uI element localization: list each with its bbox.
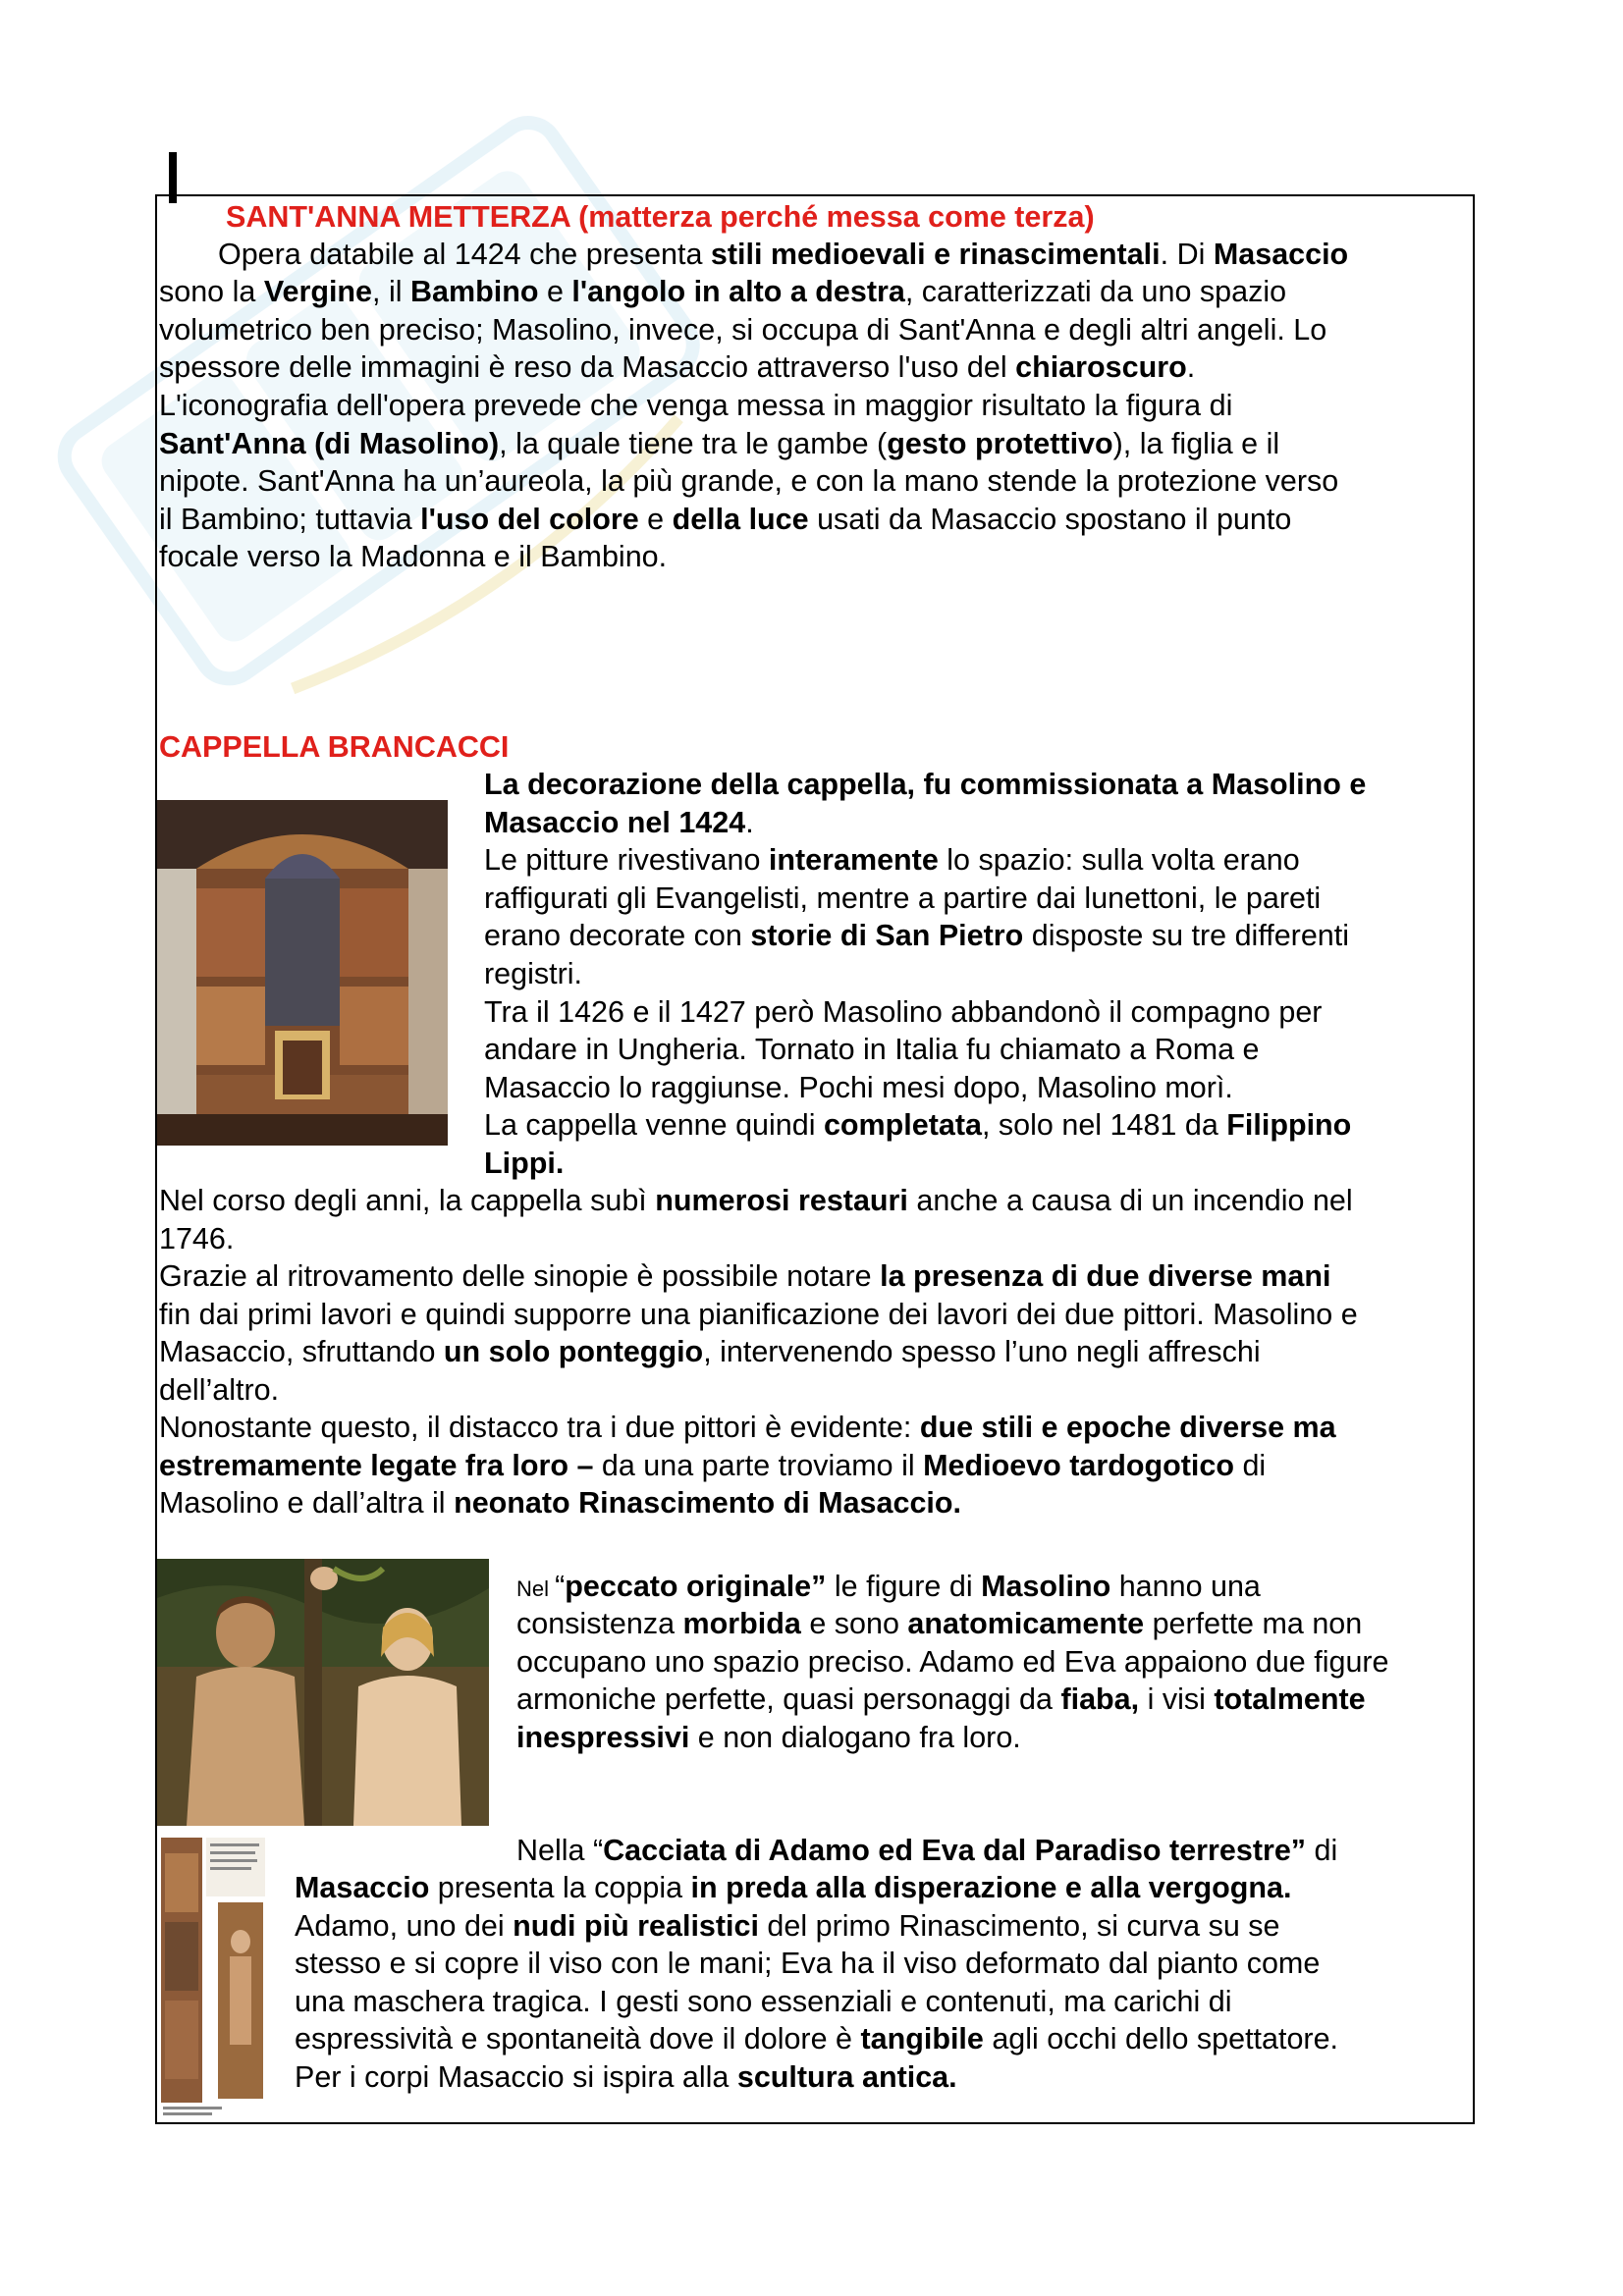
santanna-line-4: spessore delle immagini è reso da Masaccio attraverso l'uso del chiaroscuro.	[159, 350, 1196, 384]
brancacci-line-6: registri.	[484, 957, 582, 990]
cacciata-line-2: Masaccio presenta la coppia in preda alla disperazione e alla vergogna.	[295, 1871, 1292, 1904]
peccato-line-1: Nel “peccato originale” le figure di Masolino hanno una	[516, 1570, 1261, 1603]
cacciata-line-7: Per i corpi Masaccio si ispira alla scultura antica.	[295, 2060, 957, 2094]
santanna-line-9: focale verso la Madonna e il Bambino.	[159, 540, 668, 573]
brancacci-line-8: andare in Ungheria. Tornato in Italia fu chiamato a Roma e	[484, 1033, 1260, 1066]
brancacci-line-4: raffigurati gli Evangelisti, mentre a partire dai lunettoni, le pareti	[484, 881, 1322, 915]
section-title-santanna: SANT'ANNA METTERZA (matterza perché messa come terza)	[226, 200, 1095, 234]
santanna-line-1: Opera databile al 1424 che presenta stili medioevali e rinascimentali. Di Masaccio	[218, 238, 1349, 271]
brancacci-line-19: estremamente legate fra loro – da una parte troviamo il Medioevo tardogotico di	[159, 1449, 1267, 1482]
santanna-line-7: nipote. Sant'Anna ha un’aureola, la più grande, e con la mano stende la protezione verso	[159, 464, 1339, 498]
brancacci-line-20: Masolino e dall’altra il neonato Rinascimento di Masaccio.	[159, 1486, 961, 1520]
brancacci-line-16: Masaccio, sfruttando un solo ponteggio, intervenendo spesso l’uno negli affreschi	[159, 1335, 1261, 1368]
brancacci-line-14: Grazie al ritrovamento delle sinopie è possibile notare la presenza di due diverse mani	[159, 1259, 1331, 1293]
cacciata-line-4: stesso e si copre il viso con le mani; Eva ha il viso deformato dal pianto come	[295, 1947, 1321, 1980]
santanna-line-2: sono la Vergine, il Bambino e l'angolo in alto a destra, caratterizzati da uno spazio	[159, 275, 1287, 308]
cacciata-image	[159, 1834, 267, 2118]
peccato-originale-image	[157, 1559, 489, 1826]
brancacci-line-15: fin dai primi lavori e quindi supporre una pianificazione dei lavori dei due pittori. Masolino e	[159, 1298, 1358, 1331]
brancacci-line-17: dell’altro.	[159, 1373, 280, 1407]
brancacci-line-18: Nonostante questo, il distacco tra i due pittori è evidente: due stili e epoche diverse ma	[159, 1411, 1336, 1444]
cacciata-line-6: espressività e spontaneità dove il dolore è tangibile agli occhi dello spettatore.	[295, 2022, 1339, 2056]
brancacci-line-1: La decorazione della cappella, fu commissionata a Masolino e	[484, 768, 1367, 801]
brancacci-line-10: La cappella venne quindi completata, solo nel 1481 da Filippino	[484, 1108, 1352, 1142]
peccato-line-5: inespressivi e non dialogano fra loro.	[516, 1721, 1021, 1754]
cacciata-line-5: una maschera tragica. I gesti sono essenziali e contenuti, ma carichi di	[295, 1985, 1232, 2018]
section-title-brancacci: CAPPELLA BRANCACCI	[159, 730, 510, 764]
santanna-line-3: volumetrico ben preciso; Masolino, invece, si occupa di Sant'Anna e degli altri angeli. Lo	[159, 313, 1327, 347]
peccato-line-3: occupano uno spazio preciso. Adamo ed Eva appaiono due figure	[516, 1645, 1389, 1679]
santanna-line-5: L'iconografia dell'opera prevede che venga messa in maggior risultato la figura di	[159, 389, 1233, 422]
brancacci-line-11: Lippi.	[484, 1147, 565, 1180]
brancacci-line-5: erano decorate con storie di San Pietro disposte su tre differenti	[484, 919, 1350, 952]
brancacci-line-7: Tra il 1426 e il 1427 però Masolino abbandonò il compagno per	[484, 995, 1323, 1029]
cacciata-line-3: Adamo, uno dei nudi più realistici del primo Rinascimento, si curva su se	[295, 1909, 1280, 1943]
brancacci-line-9: Masaccio lo raggiunse. Pochi mesi dopo, Masolino morì.	[484, 1071, 1233, 1104]
santanna-line-8: il Bambino; tuttavia l'uso del colore e della luce usati da Masaccio spostano il punto	[159, 503, 1292, 536]
brancacci-line-2: Masaccio nel 1424.	[484, 806, 754, 839]
santanna-line-6: Sant'Anna (di Masolino), la quale tiene tra le gambe (gesto protettivo), la figlia e il	[159, 427, 1280, 460]
brancacci-chapel-image	[157, 800, 448, 1146]
peccato-line-2: consistenza morbida e sono anatomicamente perfette ma non	[516, 1607, 1363, 1640]
brancacci-line-3: Le pitture rivestivano interamente lo spazio: sulla volta erano	[484, 843, 1300, 877]
peccato-line-4: armoniche perfette, quasi personaggi da fiaba, i visi totalmente	[516, 1682, 1366, 1716]
brancacci-line-13: 1746.	[159, 1222, 235, 1255]
brancacci-line-12: Nel corso degli anni, la cappella subì numerosi restauri anche a causa di un incendio nel	[159, 1184, 1353, 1217]
cacciata-line-1: Nella “Cacciata di Adamo ed Eva dal Paradiso terrestre” di	[516, 1834, 1338, 1867]
